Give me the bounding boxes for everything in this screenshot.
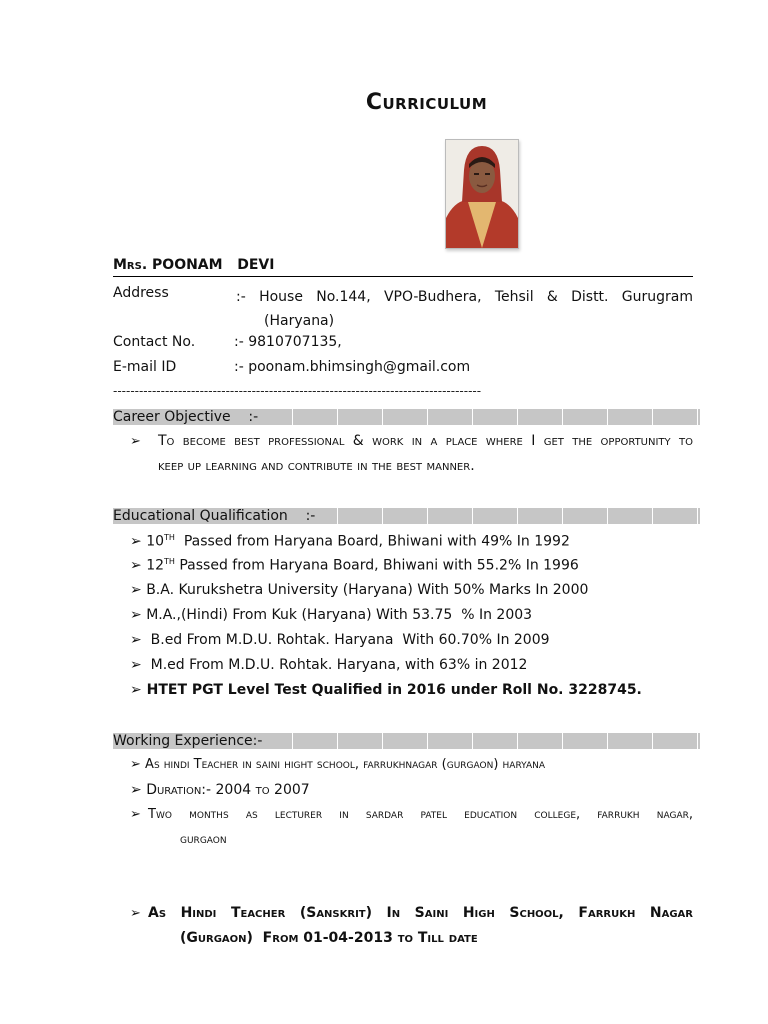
experience-item-text: Two months as lecturer in sardar patel education college, farrukh nagar, bbox=[148, 807, 693, 822]
bullet-icon: ➢ bbox=[130, 582, 142, 598]
address-value: :- House No.144, VPO-Budhera, Tehsil & Distt. Gurugram bbox=[236, 289, 693, 305]
education-item-text: Passed from Haryana Board, Bhiwani with 55.2% In 1996 bbox=[174, 557, 579, 574]
career-heading: Career Objective :- bbox=[113, 409, 264, 425]
education-item-text: M.ed From M.D.U. Rohtak. Haryana, with 63% in 2012 bbox=[146, 657, 528, 673]
bullet-icon: ➢ bbox=[130, 682, 142, 698]
profile-photo-image bbox=[446, 140, 518, 248]
address-value-block bbox=[236, 285, 693, 333]
education-item bbox=[130, 657, 527, 673]
education-item bbox=[130, 632, 550, 648]
email-label: E-mail ID bbox=[113, 359, 177, 375]
bullet-icon: ➢ bbox=[130, 657, 142, 673]
experience-item-text: Duration:- 2004 to 2007 bbox=[146, 782, 310, 798]
bullet-icon: ➢ bbox=[130, 632, 142, 648]
address-label: Address bbox=[113, 285, 169, 301]
superscript: TH bbox=[164, 557, 175, 566]
contact-label: Contact No. bbox=[113, 334, 196, 350]
experience-current-line2: (Gurgaon) From 01-04-2013 to Till date bbox=[180, 930, 478, 946]
education-item-grade: 12 bbox=[146, 557, 165, 574]
address-value-continued: (Haryana) bbox=[264, 313, 335, 329]
career-objective-line2: keep up learning and contribute in the best manner. bbox=[158, 458, 475, 474]
experience-item bbox=[130, 757, 545, 772]
email-value: :- poonam.bhimsingh@gmail.com bbox=[234, 359, 471, 375]
education-item-text: B.ed From M.D.U. Rohtak. Haryana With 60.70% In 2009 bbox=[146, 632, 550, 648]
superscript: TH bbox=[164, 533, 175, 542]
bullet-icon: ➢ bbox=[130, 434, 141, 449]
candidate-name: Mrs. POONAM DEVI bbox=[113, 257, 275, 273]
bullet-icon: ➢ bbox=[130, 807, 141, 822]
education-item-text: M.A.,(Hindi) From Kuk (Haryana) With 53.75 % In 2003 bbox=[146, 607, 533, 623]
education-item-htet bbox=[130, 682, 642, 698]
document-title: Curriculum bbox=[365, 90, 488, 115]
bullet-icon: ➢ bbox=[130, 906, 141, 921]
separator-line: ------------------------------------------------------------------------------------- bbox=[113, 384, 482, 398]
bullet-icon: ➢ bbox=[130, 607, 142, 623]
profile-photo bbox=[445, 139, 519, 249]
education-item-text: B.A. Kurukshetra University (Haryana) With 50% Marks In 2000 bbox=[146, 582, 589, 598]
education-item bbox=[130, 607, 532, 623]
bullet-icon: ➢ bbox=[130, 757, 141, 772]
bullet-icon: ➢ bbox=[130, 782, 142, 798]
education-item-text: Passed from Haryana Board, Bhiwani with 49% In 1992 bbox=[174, 533, 570, 550]
experience-item-text-continued: gurgaon bbox=[180, 832, 227, 847]
career-objective-line1: To become best professional & work in a place where I get the opportunity to bbox=[158, 433, 693, 449]
name-underline bbox=[113, 276, 693, 277]
education-heading: Educational Qualification :- bbox=[113, 508, 321, 524]
bullet-icon: ➢ bbox=[130, 557, 142, 574]
education-item bbox=[130, 582, 588, 598]
education-item-text: HTET PGT Level Test Qualified in 2016 under Roll No. 3228745. bbox=[146, 682, 642, 698]
experience-item bbox=[130, 782, 310, 798]
contact-value: :- 9810707135, bbox=[234, 334, 342, 350]
experience-current-line1: As Hindi Teacher (Sanskrit) In Saini High School, Farrukh Nagar bbox=[148, 905, 693, 921]
experience-item-text: As hindi Teacher in saini hight school, farrukhnagar (gurgaon) haryana bbox=[145, 757, 545, 772]
education-item-grade: 10 bbox=[146, 533, 165, 550]
experience-heading: Working Experience:- bbox=[113, 733, 268, 749]
education-item bbox=[130, 557, 579, 574]
education-item bbox=[130, 533, 570, 550]
bullet-icon: ➢ bbox=[130, 533, 142, 550]
